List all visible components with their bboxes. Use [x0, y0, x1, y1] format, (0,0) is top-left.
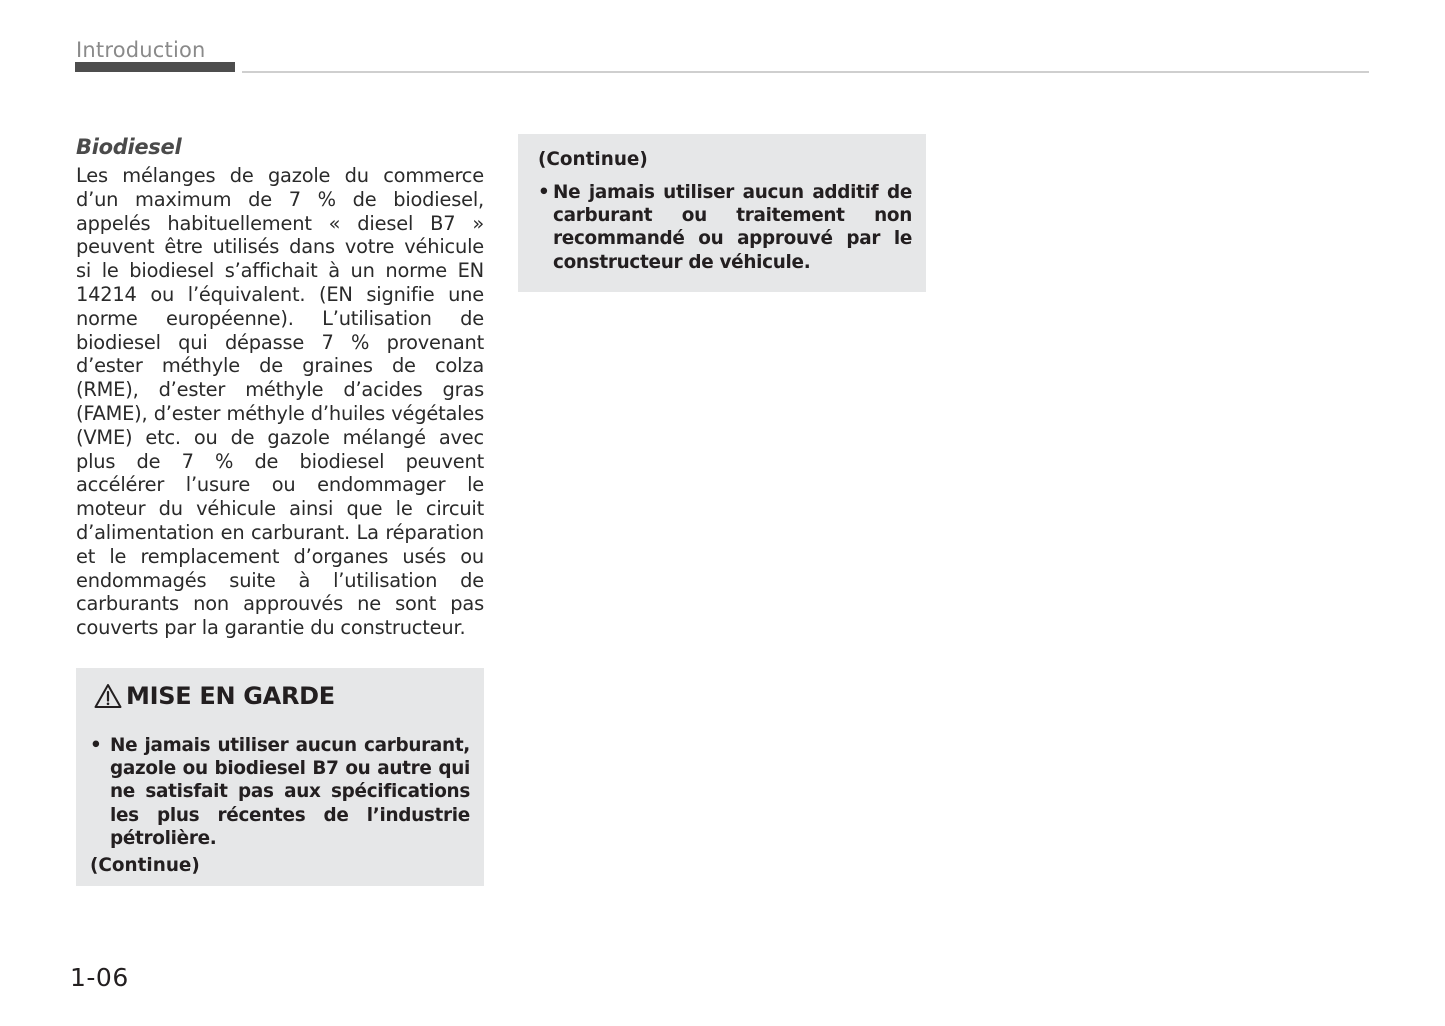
- biodiesel-paragraph: Les mélanges de gazole du commerce d’un maximum de 7 % de biodiesel, appelés habituellement « diesel B7 » peuvent être utilisés dans votre véhicule si le biodiesel s’affichait à un norme EN 14214 ou l’équivalent. (EN signifie une norme européenne). L’utilisation de biodiesel qui dépasse 7 % provenant d’ester méthyle de graines de colza (RME), d’ester méthyle d’acides gras (FAME), d’ester méthyle d’huiles végétales (VME) etc. ou de gazole mélangé avec plus de 7 % de biodiesel peuvent accélérer l’usure ou endommager le moteur du véhicule ainsi que le circuit d’alimentation en carburant. La réparation et le remplacement d’organes usés ou endommagés suite à l’utilisation de carburants non approuvés ne sont pas couverts par la garantie du constructeur.: [76, 164, 484, 640]
- continue-label: (Continue): [90, 855, 200, 877]
- warning-item-text: Ne jamais utiliser aucun carburant, gazole ou biodiesel B7 ou autre qui ne satisfait pas aux spécifications les plus récentes de l’industrie pétrolière.: [110, 735, 470, 849]
- header-accent-bar: [75, 62, 235, 72]
- bullet-marker: •: [538, 182, 550, 203]
- bullet-marker: •: [90, 735, 102, 756]
- warning-title: MISE EN GARDE: [126, 682, 335, 710]
- warning-item-text: Ne jamais utiliser aucun additif de carburant ou traitement non recommandé ou approuvé par le constructeur de véhicule.: [553, 182, 912, 273]
- continue-label-top: (Continue): [538, 149, 648, 170]
- warning-heading: [94, 678, 470, 714]
- warning-triangle-icon: [94, 683, 122, 709]
- warning-box: [76, 668, 484, 886]
- page-number: 1-06: [70, 963, 129, 992]
- warning-box-continued: [518, 134, 926, 292]
- warning-list-item: [90, 734, 470, 850]
- left-column: [76, 133, 484, 640]
- section-title: Introduction: [76, 38, 206, 62]
- subheading-biodiesel: Biodiesel: [76, 135, 182, 159]
- warning-list-item: [538, 181, 912, 274]
- header-rule: [242, 71, 1369, 73]
